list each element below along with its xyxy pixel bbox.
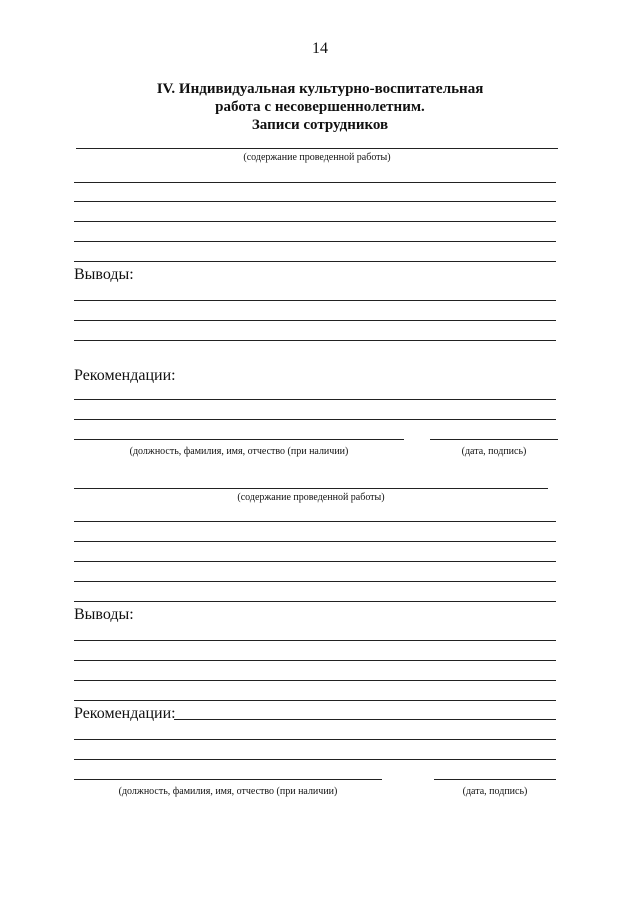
position-name-line[interactable] — [74, 779, 382, 780]
page-title — [100, 80, 540, 134]
conclusions-line[interactable] — [74, 300, 556, 301]
date-signature-caption: (дата, подпись) — [461, 446, 527, 457]
work-content-line[interactable] — [74, 521, 556, 522]
conclusions-line[interactable] — [74, 340, 556, 341]
recommendations-line[interactable] — [174, 719, 556, 720]
conclusions-line[interactable] — [74, 320, 556, 321]
title-line-2: работа с несовершеннолетним. — [215, 99, 425, 115]
conclusions-line[interactable] — [74, 680, 556, 681]
work-content-caption: (содержание проведенной работы) — [237, 492, 385, 503]
work-content-line[interactable] — [74, 601, 556, 602]
position-name-caption: (должность, фамилия, имя, отчество (при наличии) — [129, 446, 349, 457]
date-signature-line[interactable] — [430, 439, 558, 440]
recommendations-label: Рекомендации: — [74, 705, 176, 722]
work-content-line[interactable] — [74, 182, 556, 183]
work-content-caption: (содержание проведенной работы) — [243, 152, 391, 163]
recommendations-line[interactable] — [74, 399, 556, 400]
recommendations-line[interactable] — [74, 739, 556, 740]
work-content-line[interactable] — [74, 241, 556, 242]
conclusions-label: Выводы: — [74, 266, 134, 283]
work-content-line[interactable] — [74, 561, 556, 562]
date-signature-caption: (дата, подпись) — [462, 786, 528, 797]
position-name-caption: (должность, фамилия, имя, отчество (при наличии) — [118, 786, 338, 797]
date-signature-line[interactable] — [434, 779, 556, 780]
work-content-line[interactable] — [74, 221, 556, 222]
recommendations-line[interactable] — [74, 759, 556, 760]
conclusions-label: Выводы: — [74, 606, 134, 623]
work-content-line[interactable] — [74, 261, 556, 262]
conclusions-line[interactable] — [74, 660, 556, 661]
conclusions-line[interactable] — [74, 700, 556, 701]
work-content-line[interactable] — [76, 148, 558, 149]
title-line-3: Записи сотрудников — [251, 117, 389, 133]
position-name-line[interactable] — [74, 439, 404, 440]
work-content-line[interactable] — [74, 541, 556, 542]
work-content-line[interactable] — [74, 581, 556, 582]
title-line-1: IV. Индивидуальная культурно-воспитательная — [156, 81, 484, 97]
page-number: 14 — [312, 40, 328, 57]
work-content-line[interactable] — [74, 201, 556, 202]
work-content-line[interactable] — [74, 488, 548, 489]
recommendations-label: Рекомендации: — [74, 367, 176, 384]
recommendations-line[interactable] — [74, 419, 556, 420]
conclusions-line[interactable] — [74, 640, 556, 641]
